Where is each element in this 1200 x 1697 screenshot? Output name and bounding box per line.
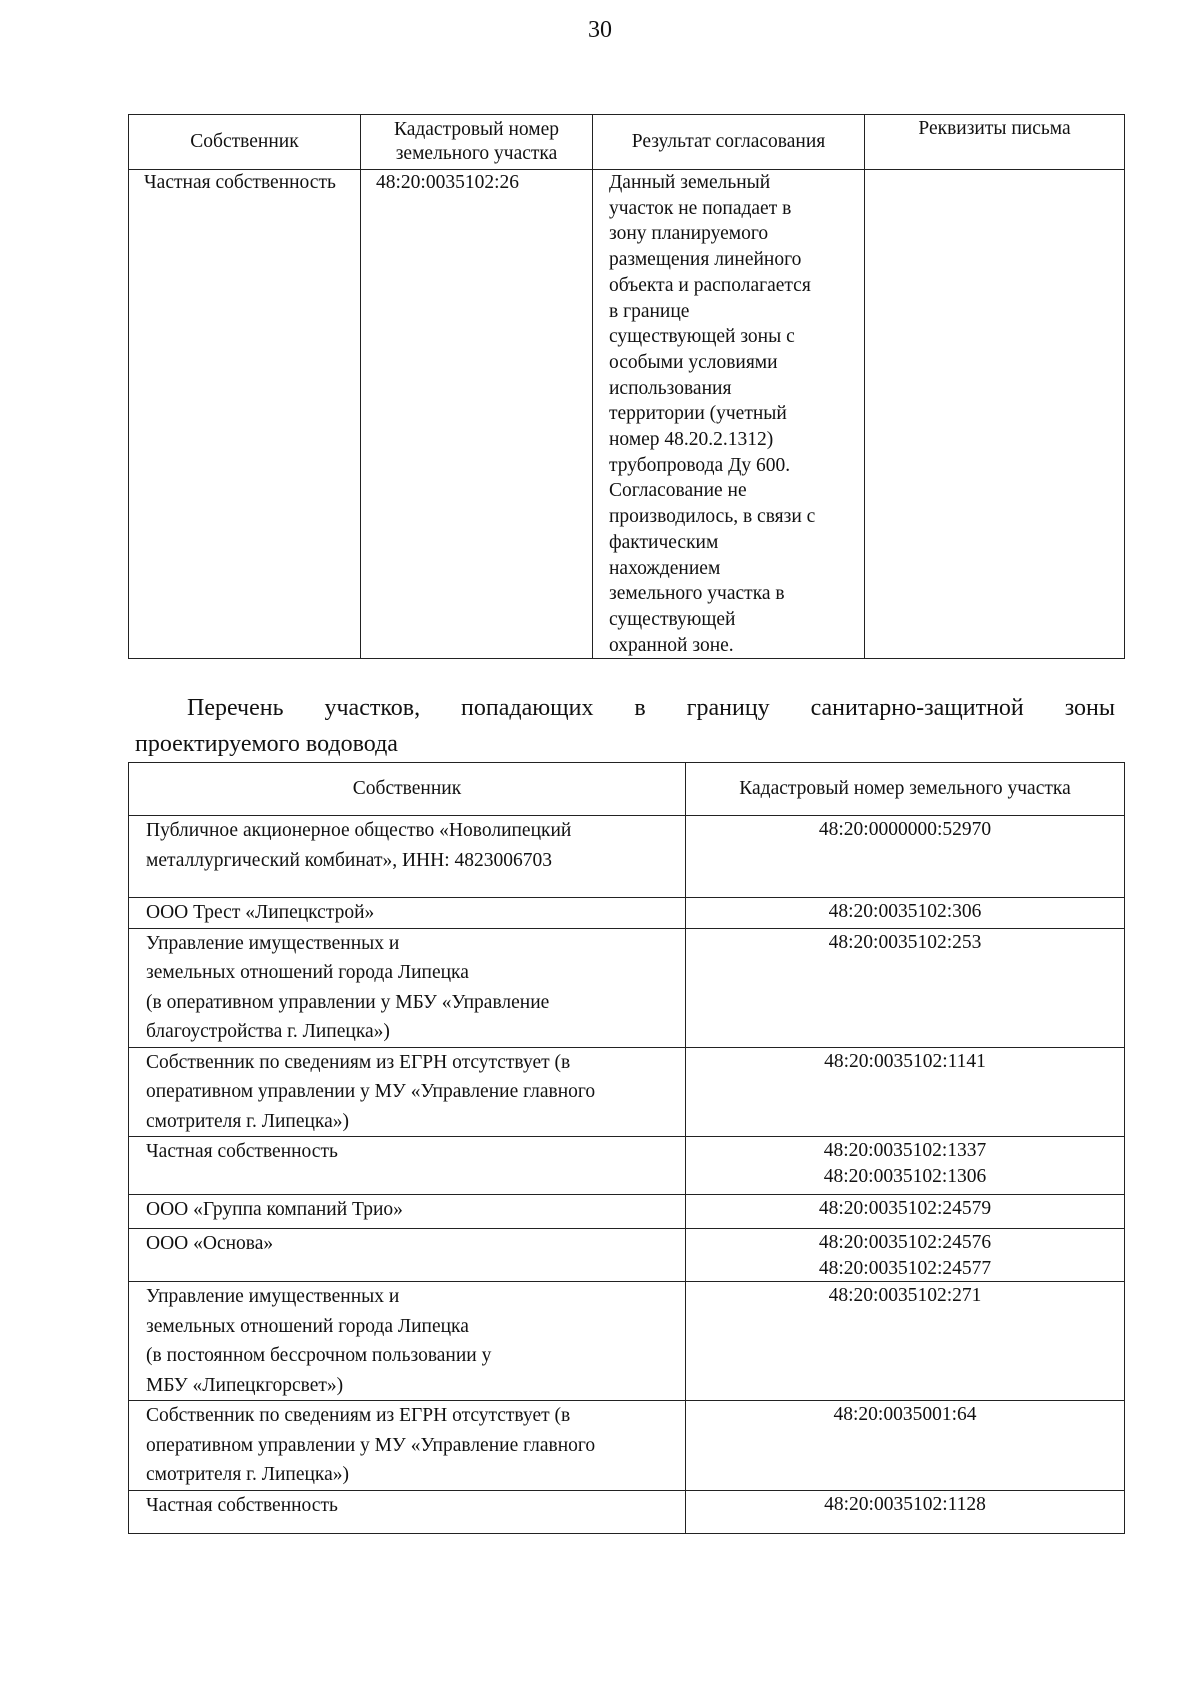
cadastral-number: 48:20:0035001:64: [833, 1404, 977, 1425]
cadastral-number: 48:20:0035102:24577: [818, 1257, 992, 1279]
cadastral-number: 48:20:0035102:24579: [818, 1198, 992, 1219]
cadastral-cell: [686, 1229, 1125, 1282]
owner-cell: [129, 816, 686, 898]
table-row: [129, 898, 1125, 929]
result-text-line: особыми условиями: [609, 351, 778, 373]
owner-cell: [129, 1282, 686, 1401]
result-text-line: номер 48.20.2.1312): [609, 429, 774, 451]
owner-line: Собственник по сведениям из ЕГРН отсутствует (в: [146, 1051, 571, 1073]
result-text-line: нахождением: [609, 557, 721, 579]
cadastral-number: 48:20:0035102:253: [828, 931, 982, 953]
result-text-line: охранной зоне.: [609, 634, 734, 656]
owner-cell: [129, 1137, 686, 1195]
table1-letter-details-cell: [865, 170, 1125, 659]
cadastral-cell: [686, 898, 1125, 929]
owner-cell: [129, 928, 686, 1047]
table-row: [129, 1229, 1125, 1282]
table-row: [129, 1490, 1125, 1533]
owner-line: МБУ «Липецкгорсвет»): [146, 1374, 344, 1396]
table1-header-row: [129, 115, 1125, 170]
cadastral-cell: [686, 928, 1125, 1047]
result-text-line: в границе: [609, 300, 690, 322]
cadastral-cell: [686, 1401, 1125, 1491]
cadastral-number: 48:20:0035102:1306: [823, 1165, 987, 1187]
section-heading-line2: проектируемого водовода: [135, 731, 398, 757]
cadastral-number: 48:20:0035102:24576: [818, 1232, 992, 1253]
table-row: [129, 816, 1125, 898]
cadastral-cell: [686, 1282, 1125, 1401]
table-row: [129, 1401, 1125, 1491]
cadastral-cell: [686, 1047, 1125, 1137]
table2-body: [129, 816, 1125, 1534]
result-text-line: территории (учетный: [609, 403, 787, 425]
sanitary-zone-plots-table: [128, 762, 1125, 1534]
owner-line: оперативном управлении у МУ «Управление главного: [146, 1434, 596, 1456]
owner-line: Частная собственность: [146, 1494, 338, 1516]
table-row: [129, 928, 1125, 1047]
result-text-line: использования: [609, 377, 732, 399]
table-row: [129, 170, 1125, 659]
approval-results-table: [128, 114, 1125, 659]
result-text-line: фактическим: [609, 531, 719, 553]
table-row: [129, 1137, 1125, 1195]
owner-line: ООО «Основа»: [146, 1233, 274, 1254]
owner-cell: [129, 1401, 686, 1491]
section-heading: [135, 690, 1115, 762]
result-text-line: объекта и располагается: [609, 274, 811, 296]
section-heading-line1: Перечень участков, попадающих в границу санитарно-защитной зоны: [187, 695, 1115, 721]
owner-cell: [129, 1229, 686, 1282]
owner-line: ООО «Группа компаний Трио»: [146, 1199, 403, 1220]
table1-header-owner: Собственник: [129, 115, 361, 170]
result-text-line: участок не попадает в: [609, 197, 792, 219]
table2-header-row: [129, 763, 1125, 816]
cadastral-cell: [686, 1490, 1125, 1533]
owner-line: (в оперативном управлении у МБУ «Управление: [146, 991, 550, 1013]
table1-cadastral-cell: 48:20:0035102:26: [361, 170, 593, 659]
table1-header-cadastral: Кадастровый номер земельного участка: [361, 115, 593, 170]
table2-header-cadastral: Кадастровый номер земельного участка: [686, 763, 1125, 816]
result-text-line: зону планируемого: [609, 223, 769, 245]
owner-line: Публичное акционерное общество «Новолипецкий: [146, 820, 572, 841]
table1-header-letter-details: Реквизиты письма: [865, 115, 1125, 170]
result-text-line: Данный земельный: [609, 172, 771, 193]
owner-cell: [129, 898, 686, 929]
table-row: [129, 1047, 1125, 1137]
owner-line: смотрителя г. Липецка»): [146, 1110, 349, 1132]
owner-line: благоустройства г. Липецка»): [146, 1021, 390, 1042]
owner-line: смотрителя г. Липецка»): [146, 1464, 349, 1485]
cadastral-number: 48:20:0035102:1141: [824, 1050, 986, 1072]
owner-cell: [129, 1047, 686, 1137]
owner-line: земельных отношений города Липецка: [146, 1315, 469, 1337]
owner-line: оперативном управлении у МУ «Управление главного: [146, 1081, 596, 1102]
owner-cell: [129, 1195, 686, 1229]
owner-line: земельных отношений города Липецка: [146, 962, 469, 983]
owner-line: Частная собственность: [146, 1141, 338, 1162]
page-number: 30: [588, 17, 612, 43]
cadastral-cell: [686, 816, 1125, 898]
cadastral-number: 48:20:0035102:1337: [823, 1140, 987, 1161]
result-text-line: земельного участка в: [609, 583, 785, 605]
cadastral-number: 48:20:0000000:52970: [818, 819, 992, 840]
owner-line: Управление имущественных и: [146, 1286, 400, 1307]
result-text: [609, 170, 860, 658]
result-text-line: производилось, в связи с: [609, 506, 816, 528]
owner-line: ООО Трест «Липецкстрой»: [146, 902, 375, 923]
owner-line: металлургический комбинат», ИНН: 4823006703: [146, 849, 553, 871]
table-row: [129, 1282, 1125, 1401]
owner-line: Управление имущественных и: [146, 932, 400, 954]
cadastral-number: 48:20:0035102:1128: [824, 1493, 986, 1515]
cadastral-cell: [686, 1137, 1125, 1195]
cadastral-number: 48:20:0035102:271: [828, 1285, 982, 1306]
owner-line: Собственник по сведениям из ЕГРН отсутствует (в: [146, 1405, 571, 1426]
result-text-line: размещения линейного: [609, 249, 802, 271]
owner-cell: [129, 1490, 686, 1533]
result-text-line: трубопровода Ду 600.: [609, 454, 791, 476]
result-text-line: существующей зоны с: [609, 326, 795, 348]
result-text-line: Согласование не: [609, 480, 747, 502]
table1-result-cell: [593, 170, 865, 659]
cadastral-number: 48:20:0035102:306: [828, 901, 982, 922]
table1-owner-cell: Частная собственность: [129, 170, 361, 659]
result-text-line: существующей: [609, 608, 736, 630]
table1-header-result: Результат согласования: [593, 115, 865, 170]
table2-header-owner: Собственник: [129, 763, 686, 816]
cadastral-cell: [686, 1195, 1125, 1229]
table-row: [129, 1195, 1125, 1229]
owner-line: (в постоянном бессрочном пользовании у: [146, 1345, 492, 1366]
